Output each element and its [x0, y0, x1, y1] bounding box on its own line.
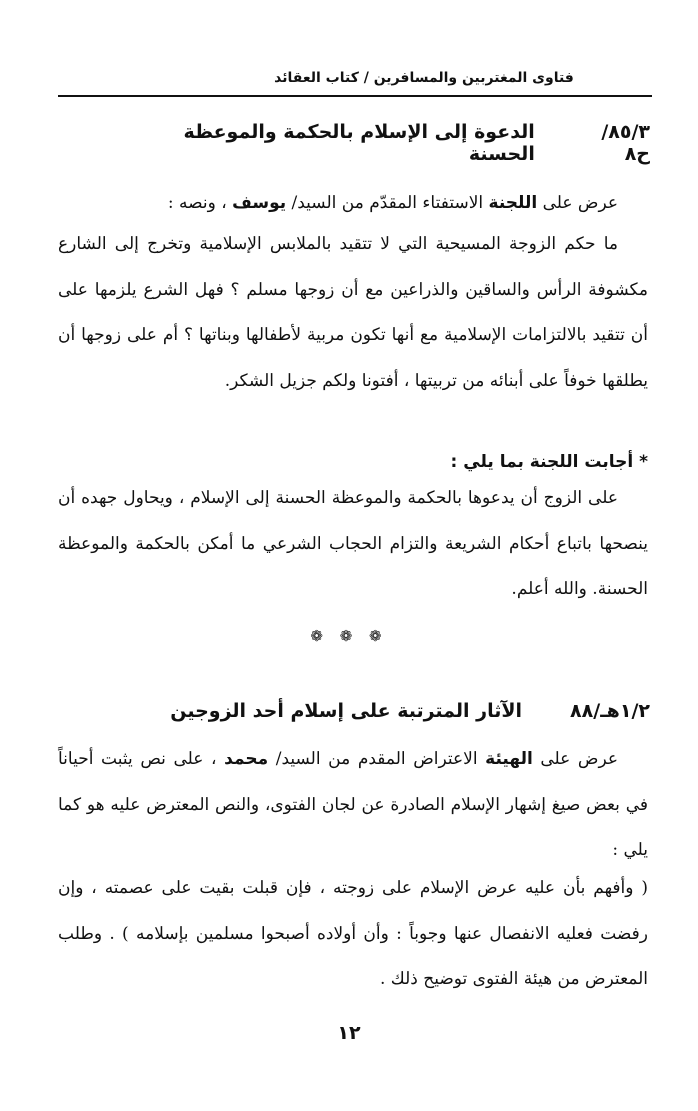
fatwa2-intro-text-c: الاعتراض المقدم من السيد/: [268, 749, 486, 769]
fatwa1-intro-text-a: عرض على: [537, 193, 618, 213]
fatwa2-quote-text: ( وأفهم بأن عليه عرض الإسلام على زوجته ، فإن قبلت بقيت على عصمته ، وإن رفضت فعليه الانفصال عنها وجوباً : وأن أولاده أصبحوا مسلمين بإسلامه ) . وطلب المعترض من هيئة الفتوى توضيح ذلك .: [58, 878, 648, 989]
fatwa1-intro-text-e: ، ونصه :: [167, 193, 233, 213]
fatwa2-number: ١/٢هـ/٨٨: [570, 700, 650, 722]
fatwa1-answer: [58, 476, 648, 613]
page-number: ١٢: [337, 1022, 361, 1044]
fatwa1-intro-committee: اللجنة: [488, 193, 538, 213]
fatwa1-intro: [58, 181, 648, 227]
fatwa2-intro-board: الهيئة: [485, 749, 533, 769]
fatwa1-title: الدعوة إلى الإسلام بالحكمة والموعظة الحسنة: [183, 121, 535, 165]
fatwa2-intro: [58, 737, 648, 874]
running-header: فتاوى المغتربين والمسافرين / كتاب العقائد: [274, 70, 574, 86]
fatwa1-intro-name: يوسف: [232, 193, 287, 213]
fatwa1-heading: [150, 121, 650, 165]
fatwa2-title: الآثار المترتبة على إسلام أحد الزوجين: [170, 700, 523, 722]
fatwa2-intro-text-e: ، على نص يثبت أحياناً في بعض صيغ إشهار الإسلام الصادرة عن لجان الفتوى، والنص المعترض عليه هو كما يلي :: [58, 749, 648, 860]
fatwa1-number: ٨٥/٣/ح٨: [601, 121, 650, 165]
fatwa1-answer-heading: * أجابت اللجنة بما يلي :: [450, 452, 648, 472]
section-ornament: ❁ ❁ ❁: [310, 627, 388, 645]
fatwa2-heading: [150, 694, 650, 728]
fatwa1-intro-text-c: الاستفتاء المقدّم من السيد/: [286, 193, 489, 213]
fatwa2-intro-name: محمد: [224, 749, 269, 769]
fatwa1-question: [58, 222, 648, 404]
fatwa2-quote: [58, 866, 648, 1003]
fatwa2-intro-text-a: عرض على: [532, 749, 618, 769]
header-rule: [58, 95, 652, 97]
fatwa1-answer-text: على الزوج أن يدعوها بالحكمة والموعظة الحسنة إلى الإسلام ، ويحاول جهده أن ينصحها باتباع أحكام الشريعة والتزام الحجاب الشرعي ما أمكن بالحكمة والموعظة الحسنة. والله أعلم.: [58, 488, 648, 599]
fatwa1-question-text: ما حكم الزوجة المسيحية التي لا تتقيد بالملابس الإسلامية وتخرج إلى الشارع مكشوفة الرأس والساقين والذراعين مع أن زوجها مسلم ؟ فهل الشرع يلزمها على أن تتقيد بالالتزامات الإسلامية مع أنها تكون مربية لأطفالها وبناتها ؟ أم على زوجها أن يطلقها خوفاً على أبنائه من تربيتها ، أفتونا ولكم جزيل الشكر.: [58, 234, 648, 391]
